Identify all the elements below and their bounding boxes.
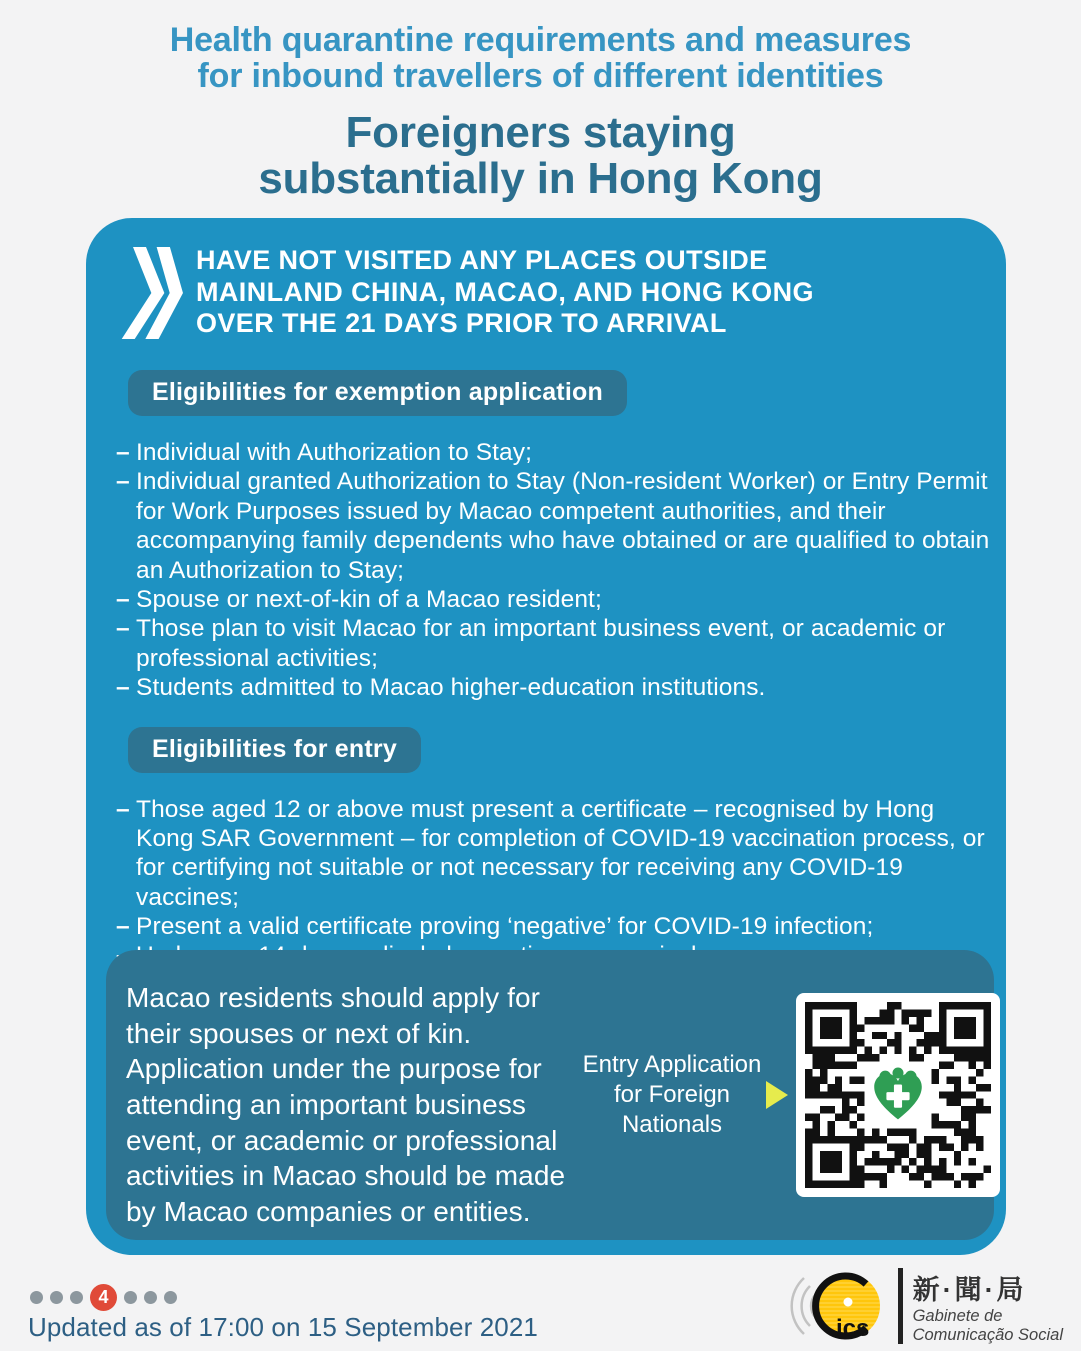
card-heading-line3: OVER THE 21 DAYS PRIOR TO ARRIVAL xyxy=(196,308,727,339)
pagination-dot xyxy=(30,1291,43,1304)
gcs-logo xyxy=(780,1262,1063,1350)
list-item: – Individual granted Authorization to Stay (Non-resident Worker) or Entry Permit for Work Purposes issued by Macao competent authorities, and their accompanying family dependents who have obtained or are qualified to obtain an Authorization to Stay; xyxy=(116,467,992,585)
main-card xyxy=(86,218,1006,1255)
exemption-badge: Eligibilities for exemption application xyxy=(128,370,627,416)
double-chevron-icon xyxy=(120,247,184,344)
card-header xyxy=(86,218,1006,344)
gcs-chinese-name: 新·聞·局 xyxy=(912,1275,1027,1306)
pagination-dot xyxy=(50,1291,63,1304)
pagination-dot xyxy=(144,1291,157,1304)
updated-timestamp: Updated as of 17:00 on 15 September 2021 xyxy=(28,1312,538,1342)
pagination-dot xyxy=(70,1291,83,1304)
gcs-logo-icon xyxy=(780,1262,890,1350)
pagination-dot xyxy=(124,1291,137,1304)
svg-text:ics: ics xyxy=(835,1315,869,1342)
page-subtitle-line1: Foreigners staying xyxy=(345,108,736,158)
list-item: – Students admitted to Macao higher-education institutions. xyxy=(116,673,992,702)
gcs-logo-text xyxy=(898,1268,1063,1344)
qr-section xyxy=(574,950,1014,1240)
page-title-line1: Health quarantine requirements and measures xyxy=(169,21,912,59)
arrow-right-icon xyxy=(766,1081,788,1109)
gcs-portuguese-name-line2: Comunicação Social xyxy=(912,1325,1063,1344)
list-item: – Those plan to visit Macao for an important business event, or academic or professional activities; xyxy=(116,614,992,673)
note-card xyxy=(106,950,994,1240)
pagination-dots xyxy=(30,1283,177,1311)
list-item: – Present a valid certificate proving ‘negative’ for COVID-19 infection; xyxy=(116,912,992,941)
header xyxy=(0,0,1081,202)
card-heading-line1: HAVE NOT VISITED ANY PLACES OUTSIDE xyxy=(196,245,768,275)
qr-label: Entry Application for Foreign Nationals xyxy=(582,1051,762,1138)
pagination-dot-current: 4 xyxy=(90,1284,117,1311)
entry-badge: Eligibilities for entry xyxy=(128,727,421,773)
list-item: – Spouse or next-of-kin of a Macao resident; xyxy=(116,585,992,614)
gcs-portuguese-name-line1: Gabinete de xyxy=(912,1307,1003,1326)
page-subtitle-line2: substantially in Hong Kong xyxy=(258,154,823,204)
qr-code xyxy=(796,993,1000,1197)
card-heading xyxy=(184,245,814,340)
exemption-list xyxy=(86,438,1006,703)
card-heading-line2: MAINLAND CHINA, MACAO, AND HONG KONG xyxy=(196,276,814,307)
health-bureau-logo-icon xyxy=(865,1062,931,1128)
note-text: Macao residents should apply for their spouses or next of kin. Application under the purpose for attending an important business event, or academic or professional activities in Macao should be made by Macao companies or entities. xyxy=(126,982,566,1228)
page-title xyxy=(0,22,1081,94)
list-item: – Those aged 12 or above must present a certificate – recognised by Hong Kong SAR Government – for completion of COVID-19 vaccination process, or for certifying not suitable or not necessary for receiving any COVID-19 vaccines; xyxy=(116,795,992,913)
entry-list xyxy=(86,795,1006,971)
page-title-line2: for inbound travellers of different identities xyxy=(197,57,884,96)
page-subtitle xyxy=(0,110,1081,202)
list-item: – Individual with Authorization to Stay; xyxy=(116,438,992,467)
pagination-dot xyxy=(164,1291,177,1304)
